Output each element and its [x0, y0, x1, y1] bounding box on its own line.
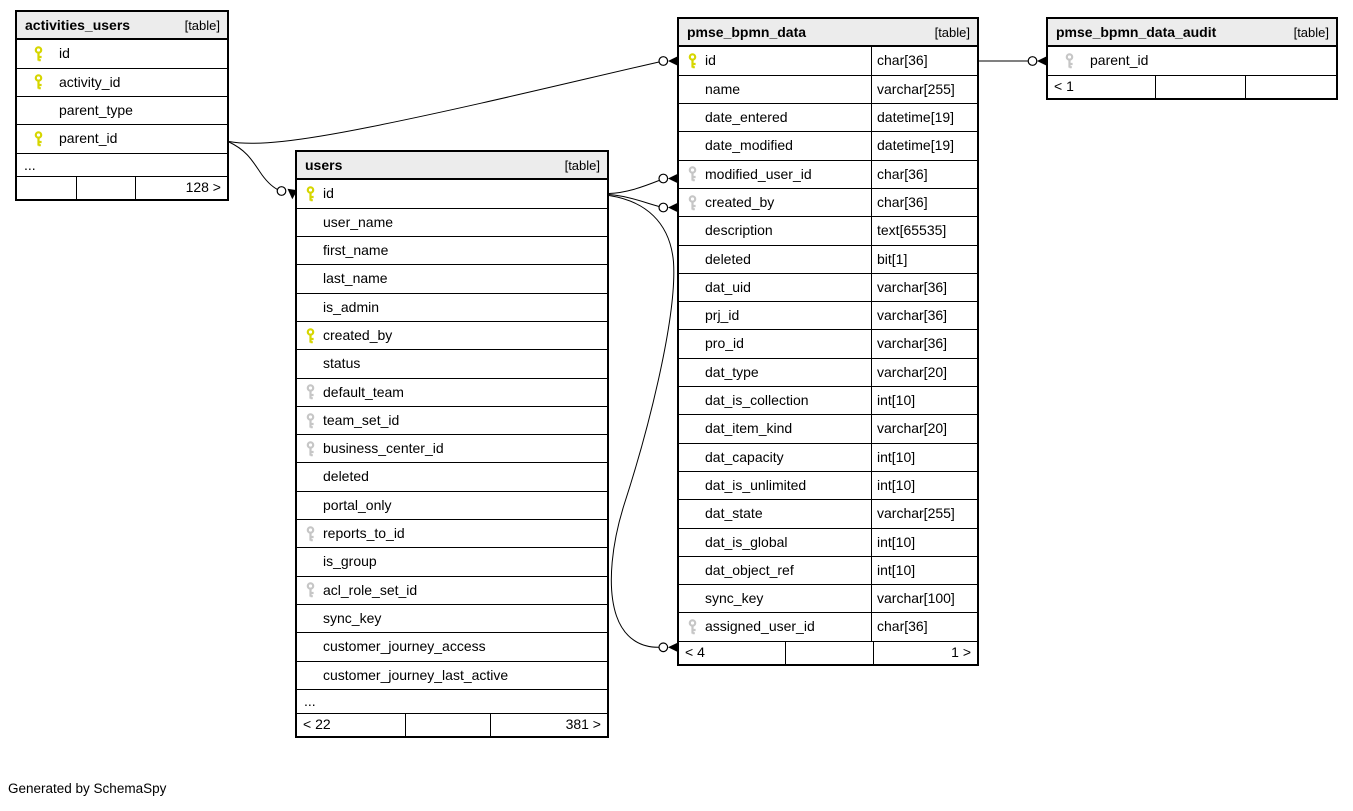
connector-marker-modified-user-id	[659, 174, 678, 183]
column-row	[679, 612, 977, 640]
column-name: customer_journey_last_active	[323, 666, 509, 683]
column-row	[297, 378, 607, 406]
key-cell	[297, 441, 323, 457]
column-row	[297, 406, 607, 434]
primary-key-icon	[34, 46, 43, 62]
column-name: pro_id	[705, 330, 872, 357]
column-name: dat_is_global	[705, 529, 872, 556]
column-type: datetime[19]	[877, 109, 955, 126]
column-row	[297, 293, 607, 321]
table-name: pmse_bpmn_data_audit	[1056, 24, 1217, 40]
footer-right-count: 1 >	[873, 642, 977, 664]
column-name: assigned_user_id	[705, 613, 872, 640]
column-name: dat_state	[705, 500, 872, 527]
connector-marker-audit-parent-id	[1028, 56, 1046, 65]
column-row	[679, 499, 977, 527]
foreign-key-icon	[306, 441, 315, 457]
column-type: int[10]	[877, 392, 916, 409]
generated-by-label: Generated by SchemaSpy	[8, 781, 167, 796]
column-name: reports_to_id	[323, 525, 405, 542]
column-name: user_name	[323, 213, 394, 230]
primary-key-icon	[34, 131, 43, 147]
relationship-line-users-to-assigned-user-id	[609, 196, 674, 648]
connector-marker-created-by	[659, 203, 678, 212]
column-type: char[36]	[877, 165, 928, 182]
foreign-key-icon	[688, 619, 697, 635]
foreign-key-icon	[306, 413, 315, 429]
column-name: created_by	[705, 189, 872, 216]
column-row	[679, 131, 977, 159]
column-name: dat_object_ref	[705, 557, 872, 584]
column-row	[297, 576, 607, 604]
column-name: date_entered	[705, 104, 872, 131]
foreign-key-icon	[306, 384, 315, 400]
table-badge: [table]	[184, 18, 220, 33]
ellipsis-row: ...	[17, 153, 227, 177]
column-row	[679, 103, 977, 131]
column-name: default_team	[323, 383, 404, 400]
key-cell	[679, 53, 705, 69]
column-type: int[10]	[877, 476, 916, 493]
column-row	[17, 40, 227, 68]
column-row	[679, 273, 977, 301]
relationship-line-activities-to-pmse-id	[229, 62, 659, 143]
column-row	[679, 358, 977, 386]
column-row	[297, 180, 607, 208]
column-name: team_set_id	[323, 411, 400, 428]
column-row	[297, 208, 607, 236]
column-name: dat_is_collection	[705, 387, 872, 414]
column-row	[679, 528, 977, 556]
column-row	[17, 124, 227, 152]
footer-left-count: < 22	[303, 715, 331, 732]
column-name: parent_type	[59, 102, 133, 119]
primary-key-icon	[688, 53, 697, 69]
column-name: dat_uid	[705, 274, 872, 301]
column-row	[297, 519, 607, 547]
column-name: parent_id	[1090, 51, 1149, 68]
table-footer	[17, 176, 227, 199]
footer-mid-cell	[1155, 76, 1245, 98]
ellipsis-row: ...	[297, 689, 607, 713]
column-name: is_admin	[323, 298, 380, 315]
connector-marker-assigned-user-id	[659, 643, 678, 652]
column-name: created_by	[323, 326, 393, 343]
connector-marker-pmse-id	[659, 56, 678, 65]
column-name: date_modified	[705, 132, 872, 159]
column-row	[679, 216, 977, 244]
key-cell	[297, 413, 323, 429]
column-row	[297, 661, 607, 689]
column-row	[679, 188, 977, 216]
foreign-key-icon	[306, 582, 315, 598]
key-cell	[1048, 53, 1090, 69]
column-type: varchar[255]	[877, 505, 955, 522]
column-row	[679, 301, 977, 329]
table-header	[679, 19, 977, 47]
column-name: dat_type	[705, 359, 872, 386]
key-cell	[679, 166, 705, 182]
column-name: id	[705, 47, 872, 75]
column-name: id	[323, 184, 334, 201]
key-cell	[17, 131, 59, 147]
column-row	[297, 604, 607, 632]
column-name: dat_capacity	[705, 444, 872, 471]
column-name: parent_id	[59, 130, 118, 147]
column-name: sync_key	[323, 609, 382, 626]
column-name: is_group	[323, 553, 377, 570]
column-row	[297, 462, 607, 490]
column-name: modified_user_id	[705, 161, 872, 188]
column-row	[297, 434, 607, 462]
footer-mid-cell	[405, 714, 490, 736]
footer-left-count	[17, 177, 76, 199]
table-header	[1048, 19, 1336, 47]
footer-right-count: 128 >	[135, 177, 227, 199]
column-type: varchar[100]	[877, 590, 955, 607]
table-pmse-bpmn-data[interactable]	[677, 17, 979, 666]
column-row	[17, 68, 227, 96]
column-type: varchar[20]	[877, 363, 948, 380]
column-row	[17, 96, 227, 124]
table-users[interactable]	[295, 150, 609, 738]
column-name: last_name	[323, 270, 388, 287]
column-row	[297, 264, 607, 292]
column-name: first_name	[323, 242, 389, 259]
column-name: portal_only	[323, 496, 392, 513]
column-row	[679, 329, 977, 357]
column-row	[297, 632, 607, 660]
foreign-key-icon	[688, 166, 697, 182]
table-activities-users[interactable]	[15, 10, 229, 201]
column-type: char[36]	[877, 193, 928, 210]
column-type: datetime[19]	[877, 137, 955, 154]
column-row	[1048, 47, 1336, 75]
footer-mid-cell	[785, 642, 873, 664]
primary-key-icon	[34, 74, 43, 90]
column-name: prj_id	[705, 302, 872, 329]
column-name: name	[705, 76, 872, 103]
foreign-key-icon	[306, 526, 315, 542]
column-name: business_center_id	[323, 440, 444, 457]
column-name: id	[59, 44, 70, 61]
column-row	[297, 491, 607, 519]
key-cell	[679, 619, 705, 635]
table-footer	[679, 641, 977, 664]
foreign-key-icon	[1065, 53, 1074, 69]
foreign-key-icon	[688, 195, 697, 211]
primary-key-icon	[306, 186, 315, 202]
table-pmse-bpmn-data-audit[interactable]	[1046, 17, 1338, 100]
column-type: char[36]	[877, 51, 928, 68]
key-cell	[17, 46, 59, 62]
column-type: varchar[36]	[877, 278, 948, 295]
relationship-line-users-to-modified-user-id	[609, 181, 659, 194]
column-name: dat_item_kind	[705, 415, 872, 442]
table-badge: [table]	[564, 158, 600, 173]
column-type: varchar[36]	[877, 307, 948, 324]
relationship-line-activities-to-users-id	[229, 142, 278, 190]
column-row	[679, 386, 977, 414]
table-footer	[297, 713, 607, 736]
column-row	[679, 160, 977, 188]
key-cell	[17, 74, 59, 90]
table-name: pmse_bpmn_data	[687, 24, 807, 40]
column-row	[297, 236, 607, 264]
table-header	[297, 152, 607, 180]
footer-mid-cell	[76, 177, 135, 199]
table-badge: [table]	[1293, 25, 1329, 40]
footer-right-count	[1245, 76, 1336, 98]
footer-left-count: < 4	[685, 643, 705, 660]
key-cell	[679, 195, 705, 211]
key-cell	[297, 384, 323, 400]
column-row	[679, 414, 977, 442]
column-row	[297, 547, 607, 575]
relationship-line-users-to-created-by	[609, 195, 659, 207]
key-cell	[297, 186, 323, 202]
column-row	[679, 47, 977, 75]
column-row	[297, 321, 607, 349]
column-type: text[65535]	[877, 222, 947, 239]
table-header	[17, 12, 227, 40]
key-cell	[297, 526, 323, 542]
column-name: description	[705, 217, 872, 244]
column-type: varchar[36]	[877, 335, 948, 352]
column-name: status	[323, 355, 361, 372]
column-type: varchar[255]	[877, 80, 955, 97]
column-name: customer_journey_access	[323, 638, 486, 655]
column-name: deleted	[705, 246, 872, 273]
table-name: users	[305, 157, 343, 173]
column-type: varchar[20]	[877, 420, 948, 437]
column-type: int[10]	[877, 561, 916, 578]
column-name: activity_id	[59, 73, 121, 90]
footer-right-count: 381 >	[490, 714, 607, 736]
column-type: int[10]	[877, 533, 916, 550]
table-name: activities_users	[25, 17, 131, 33]
table-footer	[1048, 75, 1336, 98]
column-row	[679, 443, 977, 471]
column-type: bit[1]	[877, 250, 908, 267]
column-row	[679, 584, 977, 612]
primary-key-icon	[306, 328, 315, 344]
column-row	[297, 349, 607, 377]
column-type: int[10]	[877, 448, 916, 465]
column-row	[679, 471, 977, 499]
key-cell	[297, 328, 323, 344]
footer-left-count: < 1	[1054, 77, 1074, 94]
column-name: sync_key	[705, 585, 872, 612]
key-cell	[297, 582, 323, 598]
column-row	[679, 245, 977, 273]
column-name: acl_role_set_id	[323, 581, 418, 598]
table-badge: [table]	[934, 25, 970, 40]
column-name: dat_is_unlimited	[705, 472, 872, 499]
column-row	[679, 556, 977, 584]
column-type: char[36]	[877, 618, 928, 635]
column-row	[679, 75, 977, 103]
column-name: deleted	[323, 468, 369, 485]
